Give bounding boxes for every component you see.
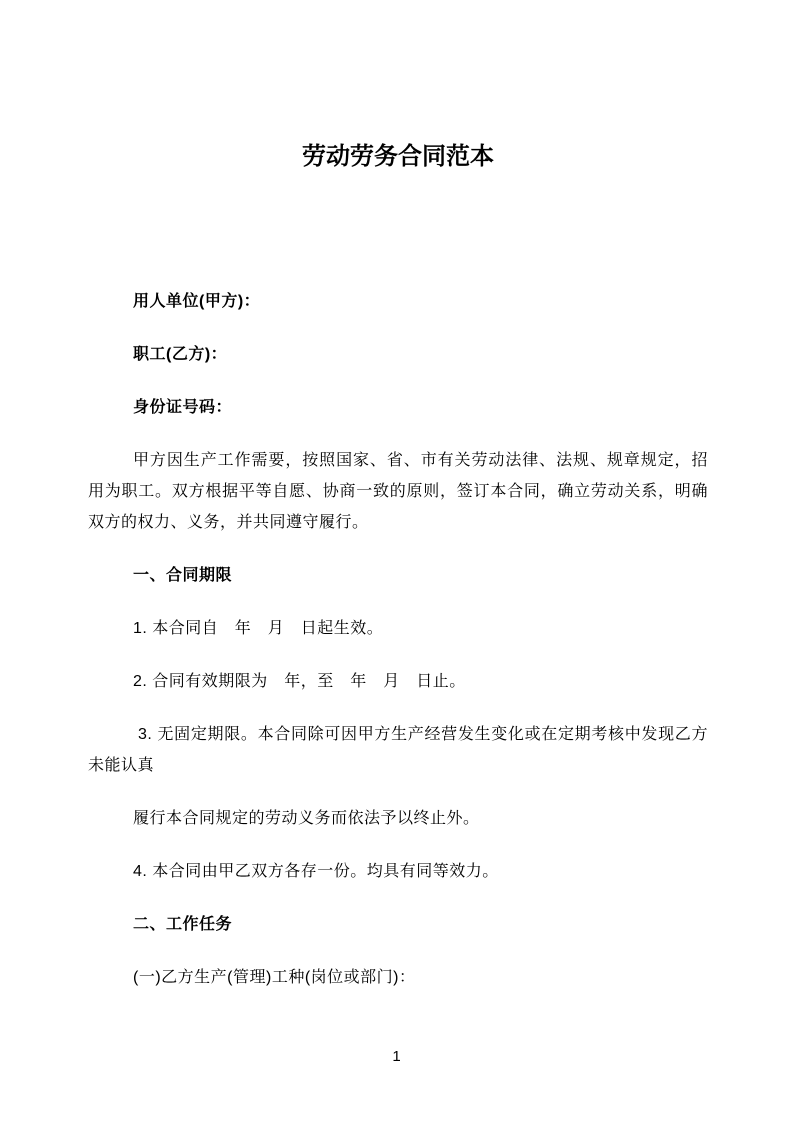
employee-field-label: 职工(乙方)： [133, 346, 228, 363]
section-1-item-2: 2. 合同有效期限为 年，至 年 月 日止。 [133, 673, 466, 690]
document-title: 劳动劳务合同范本 [302, 143, 494, 170]
intro-paragraph: 甲方因生产工作需要，按照国家、省、市有关劳动法律、法规、规章规定，招用为职工。双方根据平等自愿、协商一致的原则，签订本合同，确立劳动关系，明确双方的权力、义务，并共同遵守履行。 [88, 452, 708, 531]
section-2-heading: 二、工作任务 [133, 916, 233, 933]
section-1-item-4: 4. 本合同由甲乙双方各存一份。均具有同等效力。 [133, 863, 499, 880]
section-1-heading: 一、合同期限 [133, 567, 233, 584]
section-1-item-3: 3. 无固定期限。本合同除可因甲方生产经营发生变化或在定期考核中发现乙方未能认真 [88, 726, 708, 774]
employer-field-label: 用人单位(甲方)： [133, 293, 261, 310]
section-2-item-1: (一)乙方生产(管理)工种(岗位或部门)： [133, 969, 416, 986]
page-number: 1 [392, 1048, 401, 1065]
id-number-field-label: 身份证号码： [133, 399, 233, 416]
section-1-item-1: 1. 本合同自 年 月 日起生效。 [133, 620, 384, 637]
section-1-item-3-continuation: 履行本合同规定的劳动义务而依法予以终止外。 [133, 810, 480, 827]
